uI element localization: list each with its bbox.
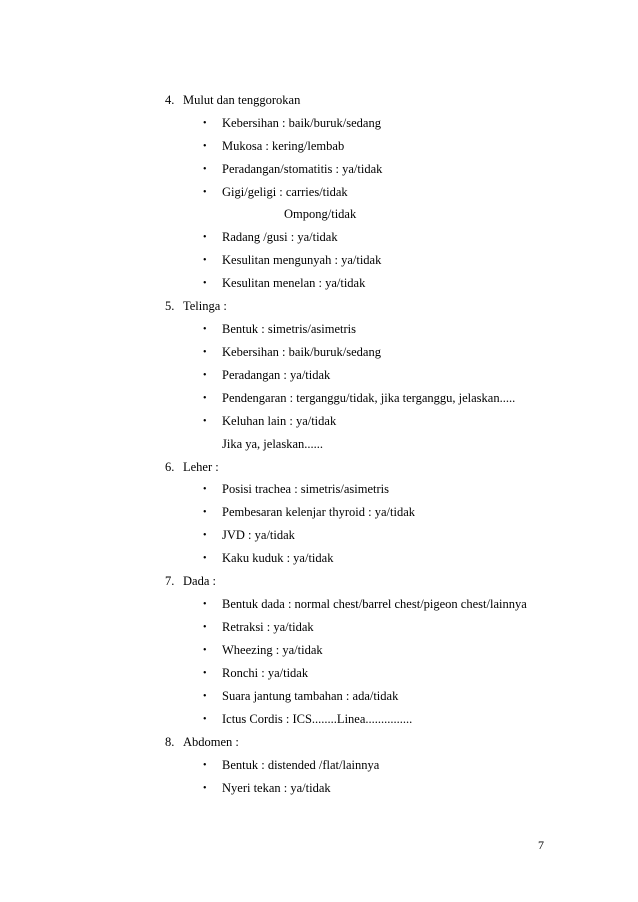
list-item: • Ronchi : ya/tidak xyxy=(203,666,309,680)
list-item: • Radang /gusi : ya/tidak xyxy=(203,230,338,244)
list-item: • Bentuk : simetris/asimetris xyxy=(203,322,357,336)
bullet-icon: • xyxy=(203,141,207,152)
bullet-icon: • xyxy=(203,416,207,427)
bullet-icon: • xyxy=(203,232,207,243)
section-8-heading: 8. Abdomen : xyxy=(165,735,239,749)
bullet-icon: • xyxy=(203,484,207,495)
list-item: • Nyeri tekan : ya/tidak xyxy=(203,781,331,795)
list-item: • Peradangan : ya/tidak xyxy=(203,368,331,382)
list-item: • Kaku kuduk : ya/tidak xyxy=(203,551,334,565)
list-item: • Pendengaran : terganggu/tidak, jika terganggu, jelaskan..... xyxy=(203,391,516,405)
bullet-icon: • xyxy=(203,347,207,358)
list-item: • Wheezing : ya/tidak xyxy=(203,643,323,657)
list-item: • Kebersihan : baik/buruk/sedang xyxy=(203,345,381,359)
list-item: • Bentuk dada : normal chest/barrel chest/pigeon chest/lainnya xyxy=(203,597,527,611)
bullet-icon: • xyxy=(203,530,207,541)
bullet-icon: • xyxy=(203,164,207,175)
bullet-icon: • xyxy=(203,760,207,771)
bullet-icon: • xyxy=(203,118,207,129)
list-item: • Kesulitan menelan : ya/tidak xyxy=(203,276,366,290)
list-item: • Kesulitan mengunyah : ya/tidak xyxy=(203,253,382,267)
bullet-icon: • xyxy=(203,187,207,198)
bullet-icon: • xyxy=(203,507,207,518)
section-4-heading: 4. Mulut dan tenggorokan xyxy=(165,93,301,107)
section-6-heading: 6. Leher : xyxy=(165,460,219,474)
list-item: • Keluhan lain : ya/tidak xyxy=(203,414,337,428)
list-item: • Gigi/geligi : carries/tidak xyxy=(203,185,348,199)
bullet-icon: • xyxy=(203,255,207,266)
bullet-icon: • xyxy=(203,622,207,633)
list-item: • Suara jantung tambahan : ada/tidak xyxy=(203,689,399,703)
list-item: • Bentuk : distended /flat/lainnya xyxy=(203,758,380,772)
list-item: • Pembesaran kelenjar thyroid : ya/tidak xyxy=(203,505,415,519)
bullet-icon: • xyxy=(203,370,207,381)
list-item: • JVD : ya/tidak xyxy=(203,528,295,542)
list-item: • Peradangan/stomatitis : ya/tidak xyxy=(203,162,383,176)
bullet-icon: • xyxy=(203,668,207,679)
list-item: • Mukosa : kering/lembab xyxy=(203,139,345,153)
list-item: • Posisi trachea : simetris/asimetris xyxy=(203,482,389,496)
bullet-icon: • xyxy=(203,553,207,564)
bullet-icon: • xyxy=(203,599,207,610)
bullet-icon: • xyxy=(203,645,207,656)
bullet-icon: • xyxy=(203,783,207,794)
list-item: • Kebersihan : baik/buruk/sedang xyxy=(203,116,381,130)
list-item: • Retraksi : ya/tidak xyxy=(203,620,314,634)
bullet-icon: • xyxy=(203,691,207,702)
section-7-heading: 7. Dada : xyxy=(165,574,216,588)
bullet-icon: • xyxy=(203,714,207,725)
bullet-icon: • xyxy=(203,393,207,404)
page-number: 7 xyxy=(538,838,544,852)
list-item-continuation: Jika ya, jelaskan...... xyxy=(222,437,324,451)
list-item: • Ictus Cordis : ICS........Linea............... xyxy=(203,712,413,726)
list-item-continuation: Ompong/tidak xyxy=(284,207,357,221)
bullet-icon: • xyxy=(203,278,207,289)
section-5-heading: 5. Telinga : xyxy=(165,299,227,313)
bullet-icon: • xyxy=(203,324,207,335)
